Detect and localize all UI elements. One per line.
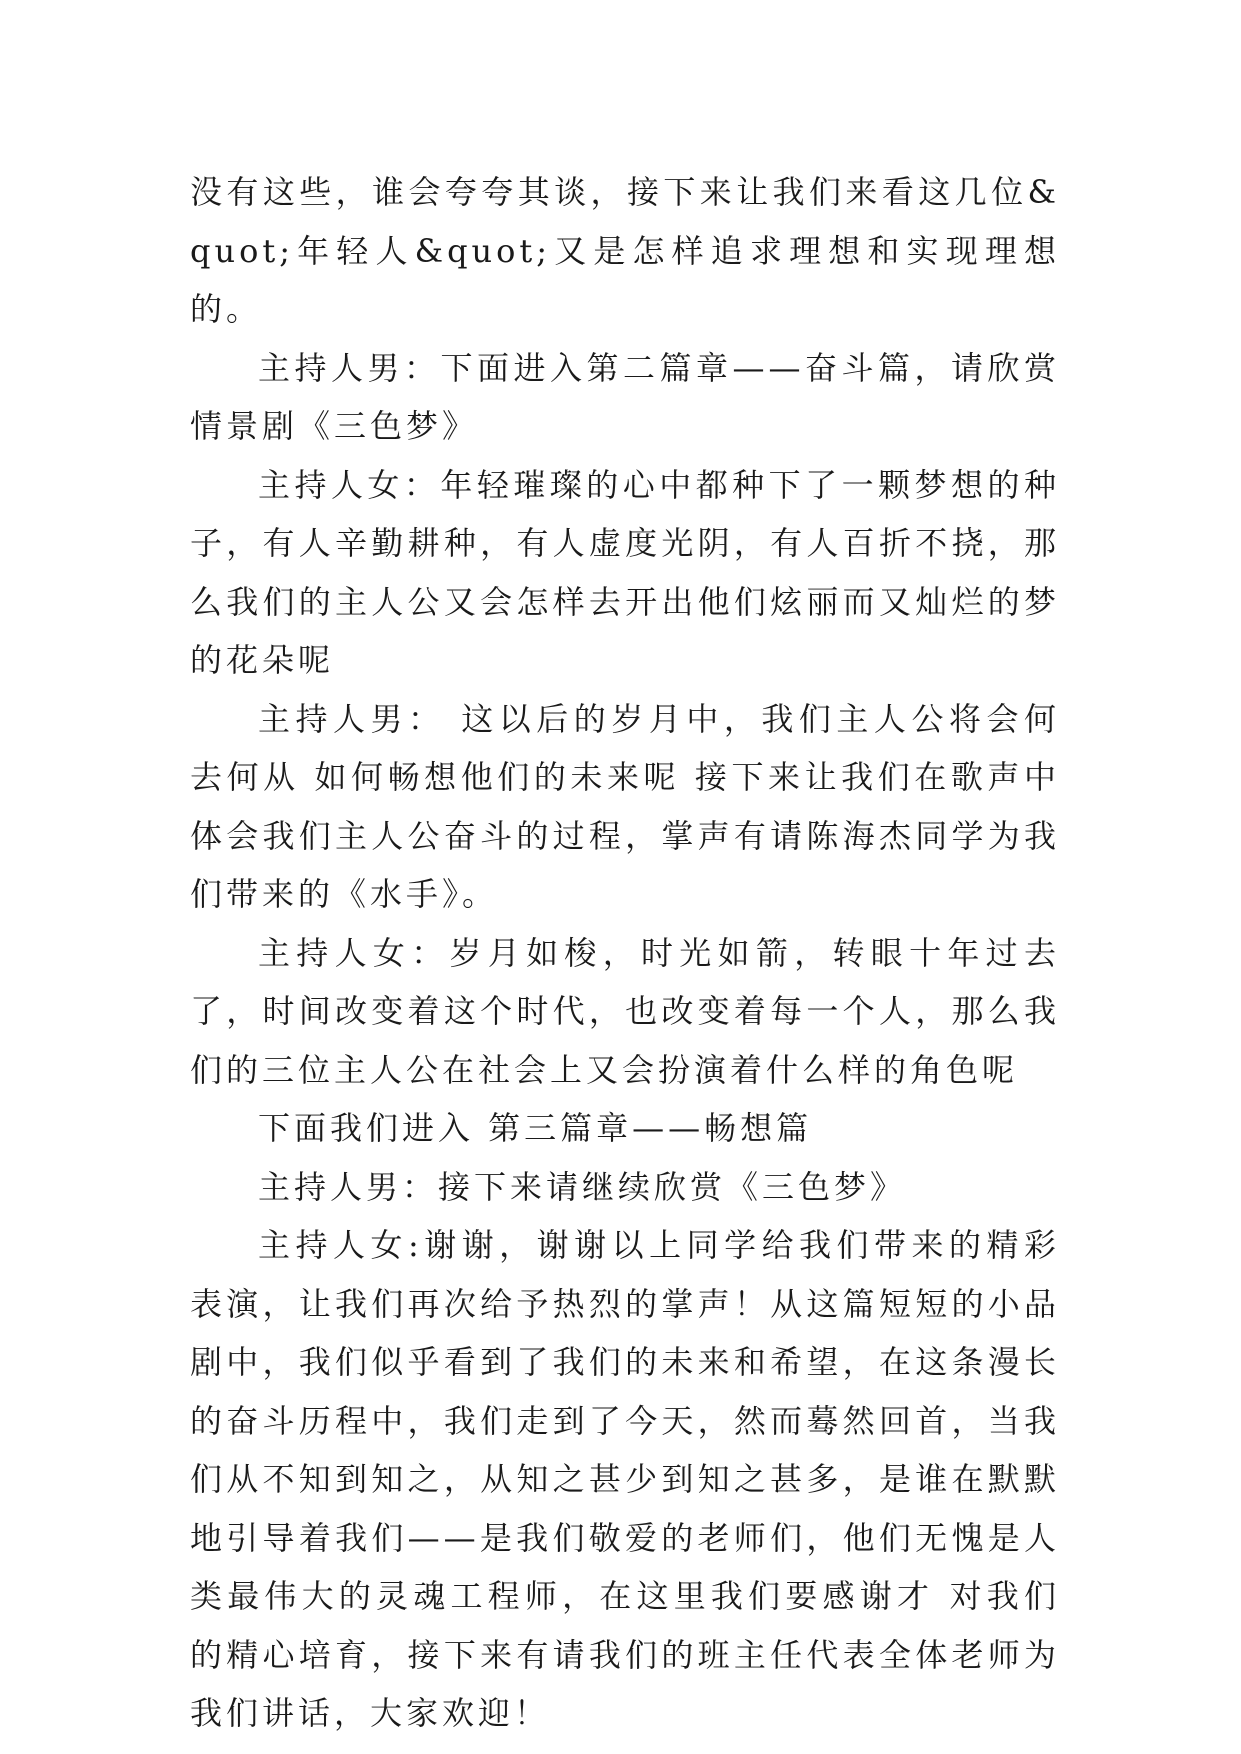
paragraph-3: 主持人女：年轻璀璨的心中都种下了一颗梦想的种子，有人辛勤耕种，有人虚度光阴，有人百折不挠，那么我们的主人公又会怎样去开出他们炫丽而又灿烂的梦的花朵呢 [190,465,1060,679]
paragraph-2: 主持人男：下面进入第二篇章——奋斗篇，请欣赏情景剧《三色梦》 [190,348,1060,445]
paragraph-6: 下面我们进入 第三篇章——畅想篇 [258,1109,813,1147]
paragraph-5: 主持人女：岁月如梭，时光如箭，转眼十年过去了，时间改变着这个时代，也改变着每一个人，那么我们的三位主人公在社会上又会扮演着什么样的角色呢 [190,933,1060,1089]
paragraph-1: 没有这些，谁会夸夸其谈，接下来让我们来看这几位&quot;年轻人&quot;又是怎样追求理想和实现理想的。 [190,173,1060,328]
document-body [190,163,1060,1743]
paragraph-8: 主持人女:谢谢，谢谢以上同学给我们带来的精彩表演，让我们再次给予热烈的掌声！从这篇短短的小品剧中，我们似乎看到了我们的未来和希望，在这条漫长的奋斗历程中，我们走到了今天，然而蓦然回首，当我们从不知到知之，从知之甚少到知之甚多，是谁在默默地引导着我们——是我们敬爱的老师们，他们无愧是人类最伟大的灵魂工程师，在这里我们要感谢才 对我们的精心培育，接下来有请我们的班主任代表全体老师为我们讲话，大家欢迎！ [190,1226,1060,1732]
paragraph-4: 主持人男： 这以后的岁月中，我们主人公将会何去何从 如何畅想他们的未来呢 接下来让我们在歌声中体会我们主人公奋斗的过程，掌声有请陈海杰同学为我们带来的《水手》。 [190,699,1060,913]
paragraph-7: 主持人男：接下来请继续欣赏《三色梦》 [258,1167,907,1206]
